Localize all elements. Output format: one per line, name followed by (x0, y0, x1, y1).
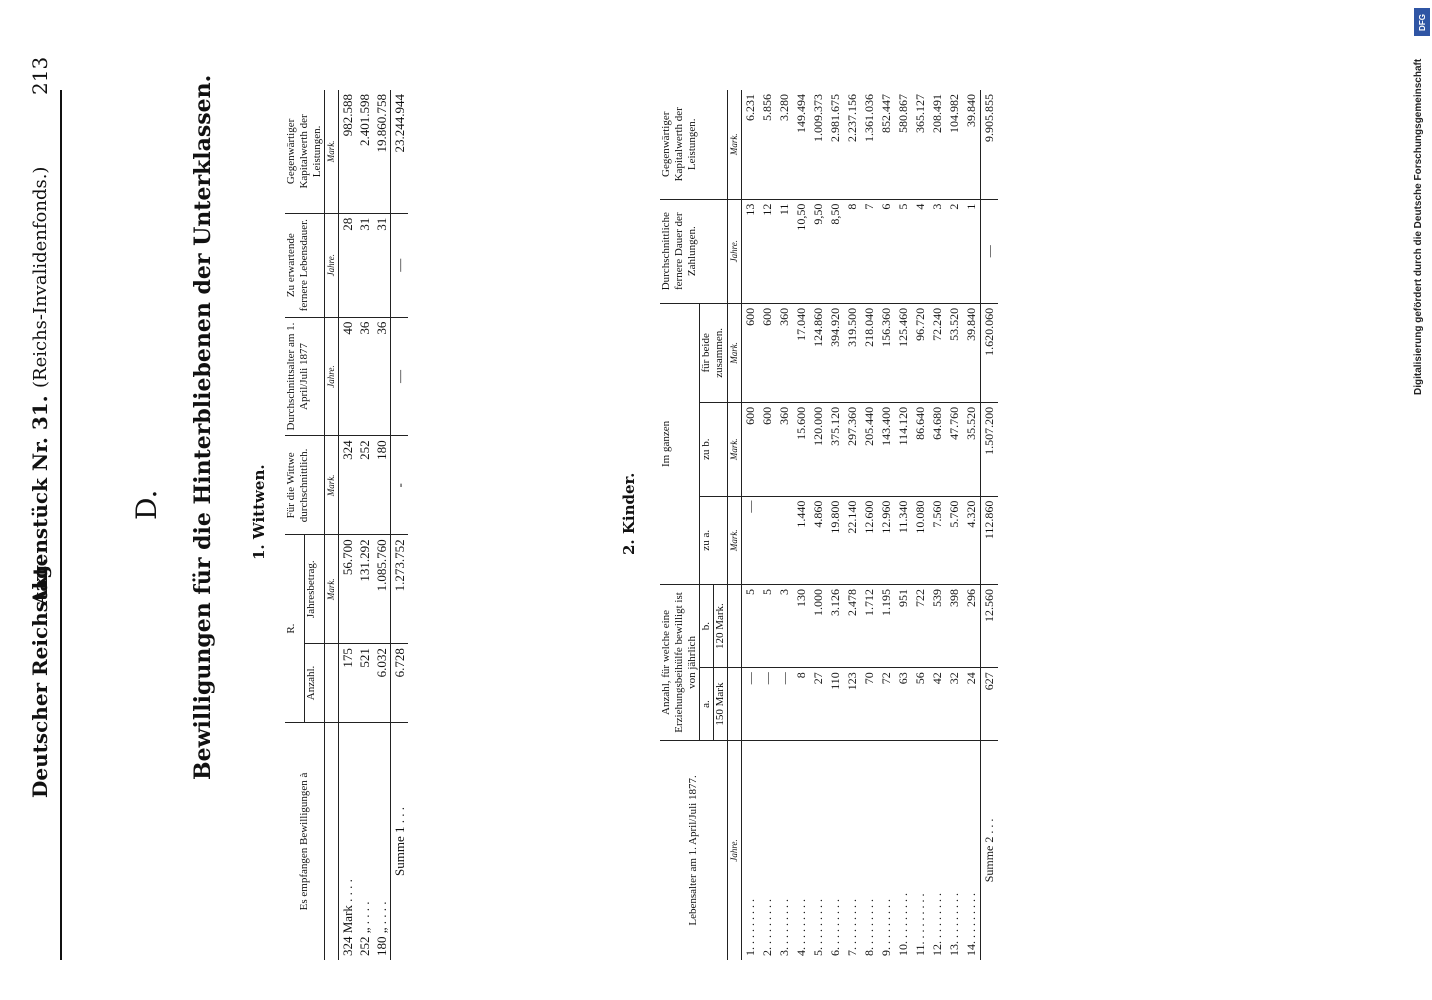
t2-col-present-value: Gegenwärtiger Kapitalwerth der Leistungen. (660, 90, 728, 199)
table-row: 180 „ . . . . 6.032 1.085.760 180 36 31 19.860.758 (373, 90, 391, 960)
table-cell: 14. . . . . . . . . (964, 893, 978, 956)
t2-col-a: a. (700, 668, 714, 741)
t2-unit-duration: Jahre. (728, 199, 742, 303)
table-cell: 208.491 (929, 90, 946, 199)
page-number: 213 (28, 56, 52, 95)
table-cell: 375.120 (827, 402, 844, 496)
table-cell: 6. . . . . . . . . (828, 899, 842, 956)
table-cell: 64.680 (929, 402, 946, 496)
table-cell: 2 (946, 199, 963, 303)
table-cell: 10.080 (912, 496, 929, 584)
table-cell: 8,50 (827, 199, 844, 303)
table-cell: 39.840 (963, 90, 981, 199)
table-cell: 63 (895, 668, 912, 741)
t1-unit-annual: Mark. (325, 535, 339, 644)
t1-unit-expected: Jahre. (325, 213, 339, 317)
table-cell: 72.240 (929, 303, 946, 402)
table-cell: 5 (742, 585, 760, 668)
table-row (793, 90, 810, 960)
table-cell: 319.500 (844, 303, 861, 402)
t2-col-both: für beide zusammen. (700, 303, 728, 402)
table-cell: 1. . . . . . . . . (743, 899, 757, 956)
table-cell: 539 (929, 585, 946, 668)
table-row (776, 90, 793, 960)
t2-col-b: b. (700, 585, 714, 668)
table-cell: 125.460 (895, 303, 912, 402)
header-center: Aktenstück Nr. 31. (28, 395, 52, 605)
table-row (878, 90, 895, 960)
table-cell: 7.560 (929, 496, 946, 584)
table-cell: 86.640 (912, 402, 929, 496)
section-letter: D. (130, 489, 163, 520)
table-cell: 27 (810, 668, 827, 741)
table-cell: 297.360 (844, 402, 861, 496)
table-cell: 10. . . . . . . . . (896, 893, 910, 956)
table-cell: 5 (895, 199, 912, 303)
t2-unit-zu-b: Mark. (728, 402, 742, 496)
table-row (861, 90, 878, 960)
table-row: 252 „ . . . . 521 131.292 252 36 31 2.401.598 (356, 90, 373, 960)
table-cell: — (776, 668, 793, 741)
scan-credit-text: Digitalisierung gefördert durch die Deutsche Forschungsgemeinschaft (1413, 58, 1424, 395)
table-cell: 9. . . . . . . . . (879, 899, 893, 956)
table-cell: 130 (793, 585, 810, 668)
table-cell: 5.760 (946, 496, 963, 584)
table-cell: 8 (844, 199, 861, 303)
table-cell (759, 496, 776, 584)
t1-unit-per-widow: Mark. (325, 436, 339, 535)
t2-b-amount: 120 Mark. (714, 585, 728, 668)
table-cell: 600 (742, 402, 760, 496)
table-cell: 110 (827, 668, 844, 741)
table-cell: 96.720 (912, 303, 929, 402)
t1-unit-present-value: Mark. (325, 90, 339, 213)
table-cell: 11.340 (895, 496, 912, 584)
t2-col-duration: Durchschnittliche fernere Dauer der Zahlungen. (660, 199, 728, 303)
t1-col-expected: Zu erwartende fernere Lebensdauer. (285, 213, 325, 317)
table-cell: 156.360 (878, 303, 895, 402)
t2-count-group: Anzahl, für welche eine Erziehungsbeihülfe bewilligt ist von jährlich (660, 585, 700, 741)
table-cell: 17.040 (793, 303, 810, 402)
table-cell: 5.856 (759, 90, 776, 199)
table-cell: 296 (963, 585, 981, 668)
table-cell: 3.280 (776, 90, 793, 199)
table-cell: 600 (759, 402, 776, 496)
table-cell: 2.981.675 (827, 90, 844, 199)
table-cell: 1.712 (861, 585, 878, 668)
table-cell: 123 (844, 668, 861, 741)
table-row (742, 90, 760, 960)
t1-col-avg-age: Durchschnittsalter am 1. April/Juli 1877 (285, 317, 325, 436)
table-cell: — (742, 496, 760, 584)
t1-col-label: Es empfangen Bewilligungen à (285, 722, 325, 960)
table2-title: 2. Kinder. (620, 472, 638, 555)
table-cell: 13. . . . . . . . . (947, 893, 961, 956)
table-cell: 19.800 (827, 496, 844, 584)
t2-unit-both: Mark. (728, 303, 742, 402)
table-cell: 10,50 (793, 199, 810, 303)
t1-col-present-value: Gegenwärtiger Kapitalwerth der Leistungen. (285, 90, 325, 213)
t1-group-r: R. (285, 535, 304, 723)
dfg-logo: DFG (1414, 8, 1430, 36)
t1-col-per-widow: Für die Wittwe durchschnittlich. (285, 436, 325, 535)
table-cell: 1.440 (793, 496, 810, 584)
table-row (963, 90, 981, 960)
table-cell: 1.195 (878, 585, 895, 668)
table-cell: 580.867 (895, 90, 912, 199)
table-cell: 53.520 (946, 303, 963, 402)
table-cell: 5. . . . . . . . . (811, 899, 825, 956)
table-cell: 600 (759, 303, 776, 402)
table-row (929, 90, 946, 960)
table-row: 324 Mark . . . . 175 56.700 324 40 28 982.588 (339, 90, 357, 960)
table-cell: 3.126 (827, 585, 844, 668)
table-cell: 11. . . . . . . . . (913, 893, 927, 956)
table-cell: 7 (861, 199, 878, 303)
header-right-note: (Reichs-Invalidenfonds.) (30, 166, 51, 388)
table-cell: 70 (861, 668, 878, 741)
table-cell: 218.040 (861, 303, 878, 402)
table-cell: 8 (793, 668, 810, 741)
table-cell: 398 (946, 585, 963, 668)
table-cell: 47.760 (946, 402, 963, 496)
table-cell: 114.120 (895, 402, 912, 496)
table-cell: 32 (946, 668, 963, 741)
table-cell: 2.478 (844, 585, 861, 668)
table-sum-row: Summe 2 . . . 627 12.560 112.860 1.507.200 1.620.060 — 9.905.855 (981, 90, 999, 960)
table-cell (776, 496, 793, 584)
table-cell: 12. . . . . . . . . (930, 893, 944, 956)
t2-unit-present-value: Mark. (728, 90, 742, 199)
table-cell: — (742, 668, 760, 741)
table-cell: 3 (776, 585, 793, 668)
t1-col-annual: Jahresbetrag. (304, 535, 324, 644)
table-cell: 24 (963, 668, 981, 741)
table-cell: 11 (776, 199, 793, 303)
t1-unit-avg-age: Jahre. (325, 317, 339, 436)
table-cell: 149.494 (793, 90, 810, 199)
table1-title: 1. Wittwen. (250, 464, 268, 560)
table-row (759, 90, 776, 960)
table-row (912, 90, 929, 960)
t2-col-age: Lebensalter am 1. April/Juli 1877. (660, 740, 728, 960)
scan-credit (1413, 58, 1424, 396)
t2-col-zu-a: zu a. (700, 496, 728, 584)
table-cell: 1.000 (810, 585, 827, 668)
table-cell: 9,50 (810, 199, 827, 303)
table-row (810, 90, 827, 960)
t2-unit-age: Jahre. (728, 740, 742, 960)
t2-total-group: Im ganzen (660, 303, 700, 584)
table-cell: 12.600 (861, 496, 878, 584)
table-cell: 1 (963, 199, 981, 303)
table-row (827, 90, 844, 960)
table-cell: 5 (759, 585, 776, 668)
table-cell: 13 (742, 199, 760, 303)
table-cell: 15.600 (793, 402, 810, 496)
table-cell: 4.320 (963, 496, 981, 584)
table-cell: 1.361.036 (861, 90, 878, 199)
table-cell: 4. . . . . . . . . (794, 899, 808, 956)
t2-unit-zu-a: Mark. (728, 496, 742, 584)
running-header (28, 0, 56, 1000)
table-cell: 4.860 (810, 496, 827, 584)
table-row (844, 90, 861, 960)
table-cell: 1.009.373 (810, 90, 827, 199)
section-title: Bewilligungen für die Hinterbliebenen der Unterklassen. (190, 74, 216, 780)
table2-body (742, 90, 981, 960)
table-cell: 4 (912, 199, 929, 303)
table-cell: 394.920 (827, 303, 844, 402)
t2-col-zu-b: zu b. (700, 402, 728, 496)
header-left: Deutscher Reichstag. (28, 557, 52, 798)
table-cell: 2.237.156 (844, 90, 861, 199)
table-cell: 852.447 (878, 90, 895, 199)
table-cell: 951 (895, 585, 912, 668)
table-cell: 104.982 (946, 90, 963, 199)
table-cell: 8. . . . . . . . . (862, 899, 876, 956)
table-cell: 143.400 (878, 402, 895, 496)
table-cell: 39.840 (963, 303, 981, 402)
table-cell: 3 (929, 199, 946, 303)
table1-widows (285, 90, 408, 960)
table-cell: 365.127 (912, 90, 929, 199)
table-cell: 35.520 (963, 402, 981, 496)
table-cell: 56 (912, 668, 929, 741)
table-cell: 72 (878, 668, 895, 741)
t1-col-count: Anzahl. (304, 644, 324, 723)
header-rule (60, 90, 62, 960)
table-row (946, 90, 963, 960)
table-cell: 722 (912, 585, 929, 668)
table-cell: — (759, 668, 776, 741)
table-cell: 3. . . . . . . . . (777, 899, 791, 956)
table-cell: 600 (742, 303, 760, 402)
table-cell: 205.440 (861, 402, 878, 496)
table-cell: 12.960 (878, 496, 895, 584)
table2-children (660, 90, 998, 960)
table-cell: 7. . . . . . . . . (845, 899, 859, 956)
table-cell: 124.860 (810, 303, 827, 402)
table-row (895, 90, 912, 960)
table-cell: 120.000 (810, 402, 827, 496)
table-cell: 6 (878, 199, 895, 303)
t2-a-amount: 150 Mark (714, 668, 728, 741)
table-cell: 2. . . . . . . . . (760, 899, 774, 956)
table-cell: 360 (776, 303, 793, 402)
table-cell: 22.140 (844, 496, 861, 584)
table-sum-row: Summe 1 . . . 6.728 1.273.752 - — — 23.244.944 (391, 90, 409, 960)
table-cell: 360 (776, 402, 793, 496)
table-cell: 12 (759, 199, 776, 303)
table-cell: 6.231 (742, 90, 760, 199)
table-cell: 42 (929, 668, 946, 741)
